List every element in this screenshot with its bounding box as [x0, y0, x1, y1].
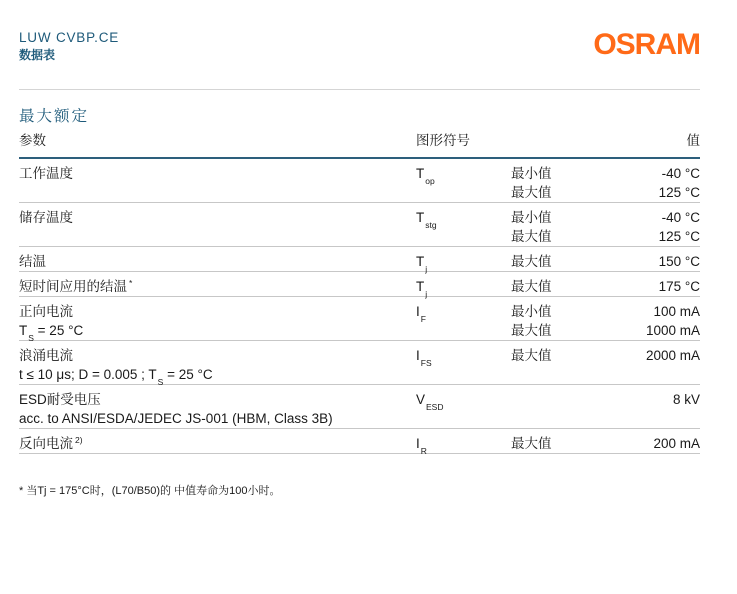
symbol-cell — [416, 434, 427, 455]
column-header-parameter: 参数 — [19, 133, 46, 148]
symbol-letter: T — [416, 210, 425, 225]
table-header — [19, 129, 700, 159]
column-header-symbol: 图形符号 — [416, 133, 470, 148]
qualifier-max: 最大值 — [511, 348, 552, 363]
condition-text: = 25 °C — [33, 323, 84, 338]
symbol-subscript: ESD — [426, 402, 444, 412]
value-cell — [659, 164, 700, 202]
symbol-cell — [416, 208, 437, 229]
max-ratings-table — [19, 129, 700, 454]
symbol-subscript: stg — [425, 220, 437, 230]
symbol-subscript: FS — [420, 358, 432, 368]
value-cell — [659, 252, 700, 271]
symbol-subscript: j — [425, 264, 428, 274]
value-max: 2000 mA — [645, 348, 700, 363]
condition-subscript: S — [157, 377, 164, 387]
qualifier-min: 最小值 — [511, 210, 552, 225]
value-min: -40 °C — [661, 210, 700, 225]
qualifier-cell — [511, 434, 552, 453]
value-min: 100 mA — [653, 304, 700, 319]
value-cell — [646, 346, 700, 365]
footnote-marker: 2) — [75, 435, 83, 445]
value-cell — [659, 208, 700, 246]
symbol-cell — [416, 390, 444, 411]
value-max: 1000 mA — [645, 323, 700, 338]
table-row — [19, 159, 700, 203]
qualifier-cell — [511, 346, 552, 365]
symbol-letter: I — [416, 304, 420, 319]
footnote: * 当Tj = 175°C时，(L70/B50)的 中值寿命为100小时。 — [19, 485, 281, 497]
table-row — [19, 272, 700, 297]
value-cell — [653, 434, 700, 453]
qualifier-min: 最小值 — [511, 304, 552, 319]
symbol-letter: T — [416, 279, 425, 294]
parameter-cell — [19, 277, 132, 298]
condition-text: = 25 °C — [163, 367, 213, 382]
value-cell — [646, 302, 700, 340]
qualifier-cell — [511, 277, 552, 296]
qualifier-min: 最小值 — [511, 166, 552, 181]
qualifier-max: 最大值 — [511, 254, 552, 269]
table-row — [19, 247, 700, 272]
qualifier-cell — [511, 252, 552, 271]
symbol-letter: I — [416, 436, 420, 451]
parameter-label: 短时间应用的结温 — [19, 279, 127, 294]
symbol-subscript: F — [420, 314, 426, 324]
symbol-subscript: R — [420, 446, 427, 456]
symbol-cell — [416, 164, 435, 185]
condition-text: t ≤ 10 μs; D = 0.005 ; T — [19, 367, 157, 382]
parameter-condition: acc. to ANSI/ESDA/JEDEC JS-001 (HBM, Class 3B) — [19, 411, 333, 426]
value-cell — [673, 390, 700, 409]
symbol-subscript: j — [425, 289, 428, 299]
parameter-label: ESD耐受电压 — [19, 392, 101, 407]
symbol-subscript: op — [425, 176, 435, 186]
section-title: 最大额定 — [19, 108, 90, 125]
table-row — [19, 429, 700, 454]
value-max: 125 °C — [658, 229, 700, 244]
parameter-cell — [19, 164, 73, 183]
qualifier-cell — [511, 208, 552, 246]
condition-text: T — [19, 323, 28, 338]
column-header-value: 值 — [686, 133, 700, 148]
value-max: 125 °C — [658, 185, 700, 200]
parameter-cell — [19, 252, 46, 271]
qualifier-max: 最大值 — [511, 229, 552, 244]
parameter-label: 正向电流 — [19, 304, 73, 319]
qualifier-cell — [511, 302, 552, 340]
parameter-cell — [19, 390, 333, 428]
symbol-cell — [416, 252, 427, 273]
symbol-cell — [416, 346, 432, 367]
parameter-cell — [19, 302, 83, 342]
parameter-label: 工作温度 — [19, 166, 73, 181]
parameter-cell — [19, 346, 213, 386]
condition-subscript: S — [28, 333, 34, 343]
qualifier-max: 最大值 — [511, 323, 552, 338]
value: 8 kV — [672, 392, 700, 407]
table-row — [19, 385, 700, 429]
qualifier-max: 最大值 — [511, 279, 552, 294]
parameter-cell — [19, 208, 73, 227]
parameter-cell — [19, 434, 83, 455]
symbol-letter: I — [416, 348, 420, 363]
symbol-letter: T — [416, 254, 425, 269]
value-max: 200 mA — [653, 436, 700, 451]
product-name: LUW CVBP.CE — [19, 30, 120, 45]
value-max: 150 °C — [658, 254, 700, 269]
qualifier-cell — [511, 164, 552, 202]
value-cell — [659, 277, 700, 296]
table-row — [19, 341, 700, 385]
symbol-letter: T — [416, 166, 425, 181]
parameter-label: 反向电流 — [19, 436, 73, 451]
osram-logo: OSRAM — [593, 28, 700, 61]
table-row — [19, 297, 700, 341]
qualifier-max: 最大值 — [511, 436, 552, 451]
document-type: 数据表 — [19, 48, 56, 62]
document-header — [19, 30, 119, 63]
table-row — [19, 203, 700, 247]
parameter-label: 储存温度 — [19, 210, 73, 225]
header-divider — [19, 89, 700, 90]
parameter-condition — [19, 321, 83, 342]
parameter-label: 浪涌电流 — [19, 348, 73, 363]
footnote-marker: * — [129, 278, 133, 288]
symbol-cell — [416, 302, 426, 323]
value-max: 175 °C — [658, 279, 700, 294]
parameter-condition — [19, 365, 213, 386]
symbol-cell — [416, 277, 427, 298]
qualifier-max: 最大值 — [511, 185, 552, 200]
parameter-label: 结温 — [19, 254, 46, 269]
value-min: -40 °C — [661, 166, 700, 181]
symbol-letter: V — [416, 392, 426, 407]
